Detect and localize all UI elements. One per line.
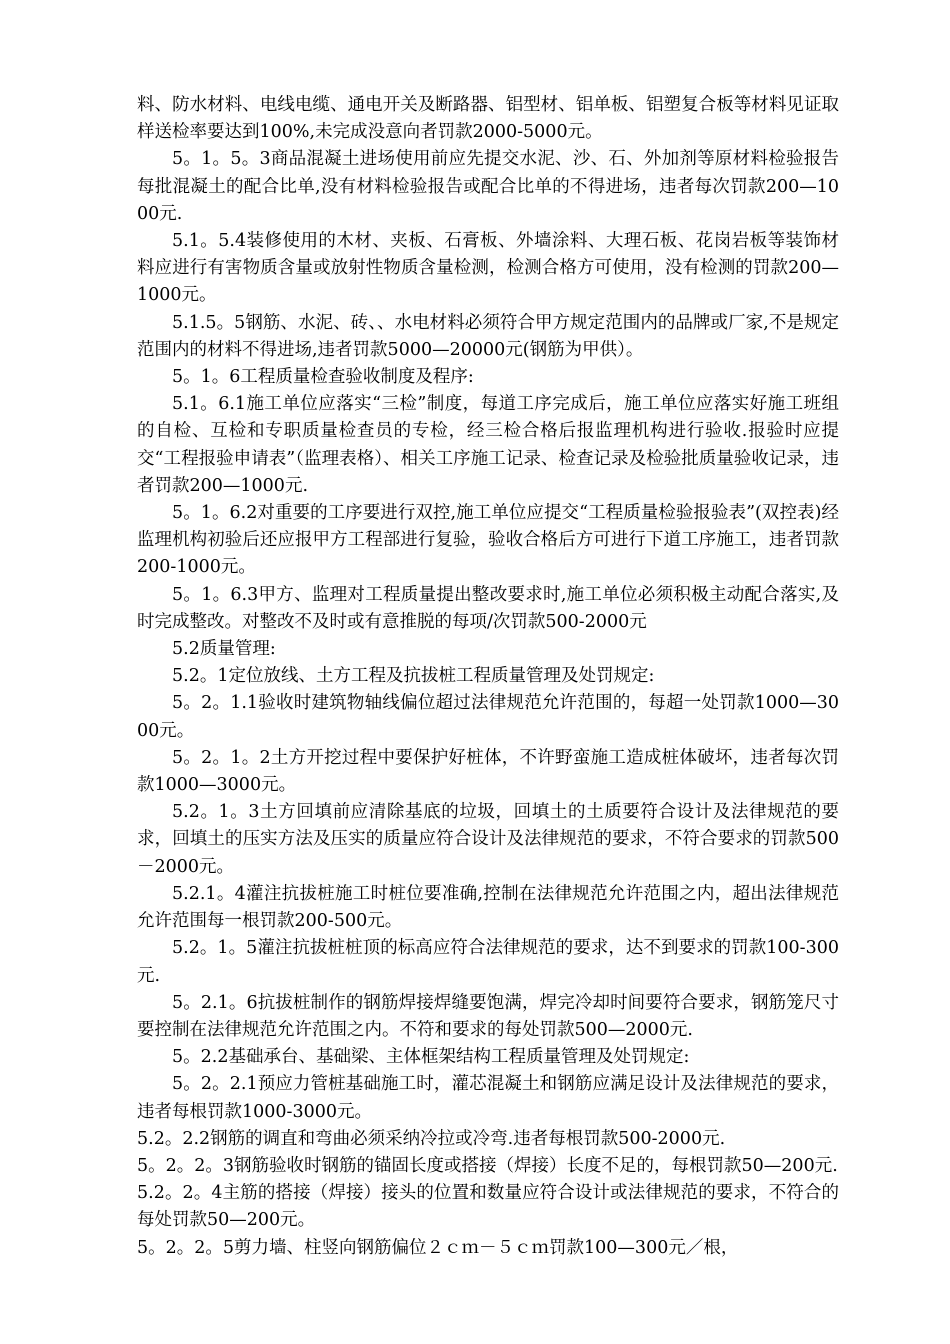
paragraph: 5.1。6.1施工单位应落实“三检”制度，每道工序完成后，施工单位应落实好施工班组的自检、互检和专职质量检查员的专检，经三检合格后报监理机构进行验收.报验时应提交“工程报验申请表”（监理表格）、相关工序施工记录、检查记录及检验批质量验收记录，违者罚款200—1000元. bbox=[137, 394, 839, 496]
paragraph: 5.1.5。5钢筋、水泥、砖、、水电材料必须符合甲方规定范围内的品牌或厂家,不是规定范围内的材料不得进场,违者罚款5000—20000元(钢筋为甲供）。 bbox=[137, 312, 839, 360]
paragraph: 5。2。1.1验收时建筑物轴线偏位超过法律规范允许范围的，每超一处罚款1000—3000元。 bbox=[137, 693, 839, 741]
paragraph: 5.2。1。5灌注抗拔桩桩顶的标高应符合法律规范的要求，达不到要求的罚款100-300元. bbox=[137, 938, 839, 986]
section-heading: 5。2.2基础承台、基础梁、主体框架结构工程质量管理及处罚规定: bbox=[172, 1047, 690, 1068]
paragraph: 5。1。5。3商品混凝土进场使用前应先提交水泥、沙、石、外加剂等原材料检验报告每批混凝土的配合比单,没有材料检验报告或配合比单的不得进场，违者每次罚款200—1000元. bbox=[137, 149, 839, 224]
paragraph: 5.2。2.2钢筋的调直和弯曲必须采纳冷拉或冷弯.违者每根罚款500-2000元. bbox=[137, 1128, 726, 1149]
section-heading: 5.2质量管理: bbox=[172, 639, 276, 660]
paragraph: 5。2。1。2土方开挖过程中要保护好桩体，不许野蛮施工造成桩体破坏，违者每次罚款1000—3000元。 bbox=[137, 747, 839, 796]
paragraph: 5.2。1。3土方回填前应清除基底的垃圾，回填土的土质要符合设计及法律规范的要求，回填土的压实方法及压实的质量应符合设计及法律规范的要求，不符合要求的罚款500－2000元。 bbox=[137, 802, 839, 877]
section-heading: 5。1。6工程质量检查验收制度及程序: bbox=[172, 367, 474, 388]
paragraph: 料、防水材料、电线电缆、通电开关及断路器、铝型材、铝单板、铝塑复合板等材料见证取样送检率要达到100%,未完成没意向者罚款2000-5000元。 bbox=[137, 95, 839, 143]
paragraph: 5。2。2。3钢筋验收时钢筋的锚固长度或搭接（焊接）长度不足的，每根罚款50—200元. bbox=[137, 1155, 838, 1176]
paragraph: 5.2。2。4主筋的搭接（焊接）接头的位置和数量应符合设计或法律规范的要求，不符合的每处罚款50—200元。 bbox=[137, 1183, 839, 1231]
paragraph: 5。2。2.1预应力管桩基础施工时，灌芯混凝土和钢筋应满足设计及法律规范的要求，违者每根罚款1000-3000元。 bbox=[137, 1074, 839, 1122]
paragraph: 5.2.1。4灌注抗拔桩施工时桩位要准确,控制在法律规范允许范围之内，超出法律规范允许范围每一根罚款200-500元。 bbox=[137, 883, 839, 932]
paragraph: 5。1。6.3甲方、监理对工程质量提出整改要求时,施工单位必须积极主动配合落实,及时完成整改。对整改不及时或有意推脱的每项/次罚款500-2000元 bbox=[137, 584, 839, 632]
paragraph: 5。2。2。5剪力墙、柱竖向钢筋偏位２ｃｍ－５ｃｍ罚款100—300元／根， bbox=[137, 1237, 739, 1258]
document-body bbox=[137, 92, 839, 1262]
paragraph: 5.1。5.4装修使用的木材、夹板、石膏板、外墙涂料、大理石板、花岗岩板等装饰材料应进行有害物质含量或放射性物质含量检测，检测合格方可使用，没有检测的罚款200—1000元。 bbox=[137, 231, 839, 306]
section-heading: 5.2。1定位放线、土方工程及抗拔桩工程质量管理及处罚规定: bbox=[172, 666, 655, 687]
paragraph: 5。1。6.2对重要的工序要进行双控,施工单位应提交“工程质量检验报验表”(双控表)经监理机构初验后还应报甲方工程部进行复验，验收合格后方可进行下道工序施工，违者罚款200-1000元。 bbox=[137, 503, 839, 578]
paragraph: 5。2.1。6抗拔桩制作的钢筋焊接焊缝要饱满，焊完冷却时间要符合要求，钢筋笼尺寸要控制在法律规范允许范围之内。不符和要求的每处罚款500—2000元. bbox=[137, 992, 839, 1040]
